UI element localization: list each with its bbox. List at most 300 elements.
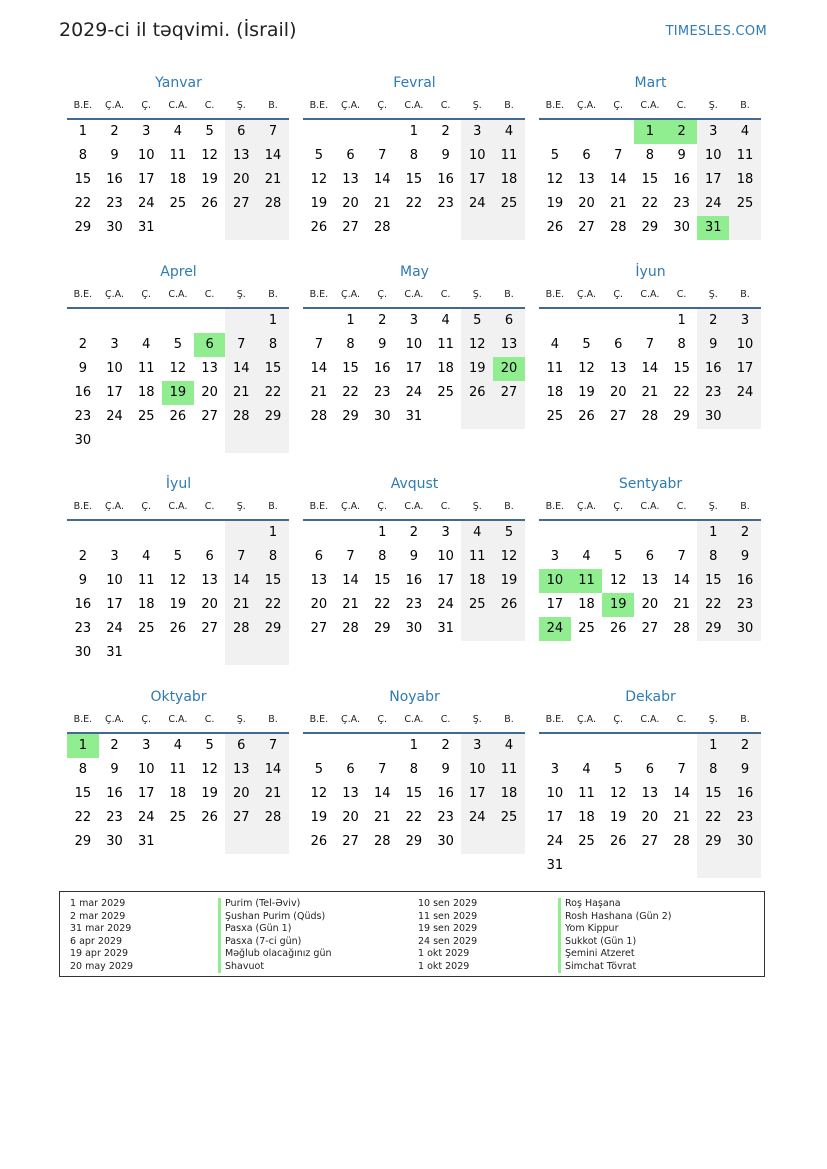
empty-cell	[634, 309, 666, 333]
day-cell: 11	[137, 573, 155, 588]
day-cell: 4	[729, 120, 761, 144]
day-cell: 29	[342, 409, 359, 424]
day-cell: 1	[78, 124, 87, 139]
day-cell: 2	[78, 549, 87, 564]
empty-cell	[571, 734, 603, 758]
empty-cell	[666, 734, 698, 758]
day-cell: 3	[441, 525, 450, 540]
empty-cell	[571, 521, 603, 545]
holiday-day: 31	[697, 216, 729, 240]
day-cell: 28	[257, 806, 289, 830]
day-cell: 5	[550, 148, 559, 163]
weekday-label: Ç.	[377, 714, 388, 725]
day-cell: 23	[729, 806, 761, 830]
day-cell: 30	[74, 645, 92, 660]
day-cell: 26	[546, 220, 564, 235]
day-grid	[539, 734, 761, 878]
day-cell: 25	[137, 409, 155, 424]
empty-cell	[130, 309, 162, 333]
day-cell: 25	[578, 834, 595, 849]
legend-date: 19 sen 2029	[418, 923, 478, 934]
weekday-label: Ç.A.	[341, 100, 361, 111]
day-cell: 22	[673, 385, 690, 400]
weekday-header	[67, 94, 289, 120]
weekday-label: C.A.	[640, 100, 660, 111]
day-cell: 23	[673, 196, 690, 211]
day-cell: 10	[461, 758, 493, 782]
day-cell: 19	[201, 172, 218, 187]
day-cell: 15	[74, 786, 92, 801]
day-cell: 15	[697, 782, 729, 806]
day-cell: 24	[137, 810, 155, 825]
day-cell: 26	[493, 593, 525, 617]
holiday-day: 19	[602, 593, 634, 617]
day-cell: 7	[614, 148, 623, 163]
legend-holiday-name: Shavuot	[218, 961, 332, 974]
day-cell: 4	[493, 734, 525, 758]
day-cell: 25	[493, 806, 525, 830]
weekday-label: Ş.	[708, 714, 718, 725]
day-cell: 15	[641, 172, 659, 187]
day-cell: 21	[257, 168, 289, 192]
empty-cell	[257, 830, 289, 854]
day-cell: 10	[437, 549, 454, 564]
day-cell: 23	[74, 409, 92, 424]
day-cell: 24	[461, 192, 493, 216]
empty-cell	[335, 734, 367, 758]
month-name: Oktyabr	[150, 689, 207, 705]
empty-cell	[257, 216, 289, 240]
weekday-label: Ş.	[236, 100, 246, 111]
month-block	[303, 261, 525, 429]
weekday-label: B.E.	[545, 289, 565, 300]
day-cell: 14	[373, 786, 391, 801]
day-cell: 8	[697, 545, 729, 569]
day-cell: 23	[405, 597, 423, 612]
weekday-label: Ç.A.	[105, 501, 125, 512]
day-cell: 28	[373, 220, 391, 235]
day-cell: 20	[641, 810, 659, 825]
day-cell: 6	[314, 549, 323, 564]
day-cell: 28	[342, 621, 359, 636]
day-cell: 31	[437, 621, 454, 636]
empty-cell	[634, 521, 666, 545]
day-cell: 3	[729, 309, 761, 333]
legend-date: 20 may 2029	[70, 960, 134, 972]
day-cell: 30	[673, 220, 690, 235]
empty-cell	[571, 120, 603, 144]
day-cell: 25	[169, 810, 187, 825]
day-cell: 4	[582, 762, 591, 777]
legend-dates-left	[70, 898, 133, 973]
weekday-label: B.E.	[545, 714, 565, 725]
day-cell: 24	[405, 385, 423, 400]
empty-cell	[194, 216, 226, 240]
day-cell: 21	[673, 810, 690, 825]
legend-date: 1 okt 2029	[418, 960, 470, 972]
legend-date: 10 sen 2029	[418, 898, 478, 909]
day-cell: 6	[346, 148, 355, 163]
day-cell: 3	[110, 337, 119, 352]
day-cell: 24	[106, 621, 123, 636]
day-cell: 19	[546, 196, 564, 211]
weekday-label: B.	[740, 501, 750, 512]
day-cell: 12	[201, 762, 218, 777]
weekday-header	[539, 94, 761, 120]
day-cell: 28	[609, 220, 627, 235]
empty-cell	[225, 830, 257, 854]
empty-cell	[634, 854, 666, 878]
day-grid	[67, 734, 289, 854]
day-cell: 9	[110, 762, 119, 777]
day-cell: 13	[310, 573, 328, 588]
day-cell: 27	[225, 192, 257, 216]
day-cell: 15	[405, 172, 423, 187]
brand-logo[interactable]: TIMESLES.COM	[665, 24, 767, 39]
day-cell: 11	[729, 144, 761, 168]
day-cell: 16	[437, 172, 454, 187]
day-cell: 18	[546, 385, 564, 400]
weekday-header	[539, 283, 761, 309]
empty-cell	[162, 830, 194, 854]
day-cell: 3	[461, 120, 493, 144]
weekday-label: Ş.	[236, 501, 246, 512]
legend-holiday-name: Purim (Tel-Əviv)	[218, 898, 332, 911]
day-cell: 14	[609, 172, 627, 187]
weekday-header	[303, 495, 525, 521]
legend-names-right	[558, 898, 671, 973]
month-name: Fevral	[393, 75, 436, 91]
day-cell: 9	[441, 148, 450, 163]
day-cell: 28	[225, 405, 257, 429]
weekday-label: Ş.	[472, 100, 482, 111]
day-cell: 17	[461, 168, 493, 192]
day-cell: 4	[441, 313, 450, 328]
day-cell: 23	[437, 810, 454, 825]
day-cell: 22	[74, 810, 92, 825]
holiday-legend	[59, 891, 765, 977]
day-cell: 28	[373, 834, 391, 849]
day-cell: 23	[697, 381, 729, 405]
day-cell: 8	[409, 762, 419, 777]
weekday-label: C.	[676, 714, 687, 725]
day-cell: 11	[437, 337, 454, 352]
empty-cell	[461, 617, 493, 641]
weekday-label: B.	[504, 100, 514, 111]
empty-cell	[493, 216, 525, 240]
day-cell: 8	[645, 148, 655, 163]
day-cell: 30	[437, 834, 454, 849]
day-cell: 26	[201, 810, 218, 825]
day-cell: 13	[342, 786, 359, 801]
day-cell: 21	[373, 810, 391, 825]
day-cell: 16	[106, 172, 123, 187]
empty-cell	[461, 830, 493, 854]
day-cell: 14	[225, 569, 257, 593]
empty-cell	[303, 734, 335, 758]
day-cell: 24	[461, 806, 493, 830]
day-cell: 4	[142, 549, 151, 564]
day-cell: 28	[310, 409, 328, 424]
day-cell: 3	[409, 313, 419, 328]
day-cell: 2	[378, 313, 387, 328]
day-cell: 27	[609, 409, 627, 424]
day-cell: 8	[697, 758, 729, 782]
holiday-day: 6	[194, 333, 226, 357]
weekday-label: Ç.	[613, 289, 624, 300]
day-cell: 13	[342, 172, 359, 187]
day-cell: 18	[169, 786, 187, 801]
weekday-label: Ç.	[377, 501, 388, 512]
day-cell: 18	[461, 569, 493, 593]
month-name: Sentyabr	[618, 476, 683, 492]
day-cell: 6	[493, 309, 525, 333]
weekday-label: Ç.	[613, 501, 624, 512]
day-cell: 21	[225, 381, 257, 405]
day-cell: 24	[437, 597, 454, 612]
empty-cell	[539, 521, 571, 545]
weekday-label: Ç.	[141, 501, 152, 512]
legend-names-left	[218, 898, 332, 973]
day-cell: 26	[578, 409, 595, 424]
day-cell: 20	[201, 385, 218, 400]
day-cell: 2	[110, 738, 119, 753]
day-cell: 4	[173, 738, 183, 753]
day-cell: 26	[169, 409, 187, 424]
day-cell: 29	[697, 830, 729, 854]
day-cell: 14	[641, 361, 659, 376]
month-name: Dekabr	[625, 689, 676, 705]
day-cell: 5	[205, 124, 214, 139]
day-cell: 12	[201, 148, 218, 163]
day-cell: 12	[609, 786, 627, 801]
legend-holiday-name: Məğlub olacağınız gün	[218, 948, 332, 961]
day-cell: 19	[201, 786, 218, 801]
day-cell: 4	[461, 521, 493, 545]
day-cell: 18	[169, 172, 187, 187]
weekday-label: B.	[504, 289, 514, 300]
day-cell: 16	[74, 597, 92, 612]
day-cell: 31	[137, 834, 155, 849]
day-cell: 22	[405, 810, 423, 825]
weekday-label: Ç.	[141, 100, 152, 111]
day-cell: 4	[493, 120, 525, 144]
weekday-label: B.E.	[545, 100, 565, 111]
day-cell: 13	[493, 333, 525, 357]
day-cell: 15	[673, 361, 690, 376]
empty-cell	[602, 521, 634, 545]
empty-cell	[430, 216, 462, 240]
holiday-day: 11	[571, 569, 603, 593]
day-cell: 6	[614, 337, 623, 352]
weekday-label: C.A.	[168, 714, 188, 725]
day-cell: 9	[729, 545, 761, 569]
holiday-day: 24	[539, 617, 571, 641]
day-cell: 19	[578, 385, 595, 400]
weekday-label: Ş.	[472, 501, 482, 512]
day-cell: 5	[582, 337, 591, 352]
day-cell: 5	[614, 549, 623, 564]
day-cell: 10	[461, 144, 493, 168]
weekday-label: Ç.A.	[105, 100, 125, 111]
day-cell: 17	[106, 385, 123, 400]
legend-date: 19 apr 2029	[70, 948, 129, 959]
empty-cell	[130, 521, 162, 545]
day-cell: 19	[169, 597, 187, 612]
day-cell: 11	[578, 786, 595, 801]
day-cell: 25	[461, 593, 493, 617]
day-cell: 1	[409, 124, 419, 139]
weekday-label: B.E.	[545, 501, 565, 512]
weekday-header	[67, 283, 289, 309]
day-cell: 14	[673, 786, 690, 801]
day-cell: 2	[409, 525, 419, 540]
day-cell: 1	[697, 521, 729, 545]
day-cell: 23	[437, 196, 454, 211]
day-cell: 20	[641, 597, 659, 612]
day-cell: 2	[110, 124, 119, 139]
empty-cell	[257, 641, 289, 665]
day-cell: 6	[346, 762, 355, 777]
weekday-header	[67, 708, 289, 734]
day-cell: 29	[74, 220, 92, 235]
weekday-label: Ç.A.	[341, 501, 361, 512]
day-cell: 23	[373, 385, 391, 400]
day-cell: 15	[373, 573, 391, 588]
weekday-label: Ş.	[708, 501, 718, 512]
day-cell: 21	[641, 385, 659, 400]
day-cell: 13	[641, 786, 659, 801]
legend-holiday-name: Roş Haşana	[558, 898, 671, 911]
legend-dates-right	[418, 898, 477, 973]
day-cell: 30	[106, 834, 123, 849]
month-name: Avqust	[390, 476, 439, 492]
day-cell: 7	[314, 337, 323, 352]
weekday-label: Ç.	[141, 714, 152, 725]
empty-cell	[571, 309, 603, 333]
day-cell: 22	[697, 806, 729, 830]
weekday-header	[539, 708, 761, 734]
day-cell: 10	[137, 762, 155, 777]
day-cell: 9	[409, 549, 419, 564]
day-cell: 12	[310, 172, 328, 187]
day-cell: 13	[225, 758, 257, 782]
empty-cell	[539, 734, 571, 758]
day-cell: 1	[697, 734, 729, 758]
empty-cell	[225, 429, 257, 453]
day-cell: 7	[677, 762, 686, 777]
month-block	[303, 473, 525, 641]
day-cell: 15	[342, 361, 359, 376]
day-cell: 9	[110, 148, 119, 163]
day-cell: 30	[405, 621, 423, 636]
day-grid	[67, 120, 289, 240]
month-block	[539, 473, 761, 641]
day-cell: 12	[169, 361, 187, 376]
day-cell: 11	[493, 758, 525, 782]
month-block	[67, 72, 289, 240]
day-cell: 22	[74, 196, 92, 211]
day-cell: 29	[641, 220, 659, 235]
empty-cell	[194, 830, 226, 854]
weekday-label: Ç.A.	[577, 100, 597, 111]
day-cell: 31	[546, 858, 564, 873]
holiday-day: 1	[67, 734, 99, 758]
empty-cell	[335, 120, 367, 144]
empty-cell	[571, 854, 603, 878]
day-cell: 26	[201, 196, 218, 211]
weekday-label: B.	[740, 100, 750, 111]
day-cell: 6	[582, 148, 591, 163]
day-cell: 22	[405, 196, 423, 211]
day-cell: 17	[546, 597, 564, 612]
weekday-label: B.	[740, 714, 750, 725]
empty-cell	[257, 429, 289, 453]
day-cell: 19	[609, 810, 627, 825]
day-cell: 12	[310, 786, 328, 801]
day-cell: 1	[257, 309, 289, 333]
weekday-label: Ç.	[613, 714, 624, 725]
month-block	[67, 261, 289, 453]
month-name: Aprel	[160, 264, 197, 280]
day-cell: 21	[257, 782, 289, 806]
day-cell: 17	[437, 573, 454, 588]
day-cell: 8	[409, 148, 419, 163]
empty-cell	[162, 641, 194, 665]
legend-holiday-name: Sukkot (Gün 1)	[558, 936, 671, 949]
day-cell: 26	[609, 621, 627, 636]
legend-date: 6 apr 2029	[70, 935, 123, 947]
day-cell: 1	[409, 738, 419, 753]
weekday-label: C.	[440, 501, 451, 512]
day-cell: 10	[106, 361, 123, 376]
day-cell: 20	[578, 196, 595, 211]
day-cell: 19	[310, 196, 328, 211]
day-cell: 20	[609, 385, 627, 400]
weekday-label: B.	[268, 714, 278, 725]
day-cell: 13	[225, 144, 257, 168]
empty-cell	[539, 120, 571, 144]
day-cell: 29	[257, 405, 289, 429]
day-cell: 18	[578, 810, 595, 825]
month-block	[67, 473, 289, 665]
day-cell: 29	[673, 409, 690, 424]
weekday-label: B.E.	[309, 100, 329, 111]
page-title: 2029-ci il təqvimi. (İsrail)	[59, 19, 297, 41]
day-cell: 25	[578, 621, 595, 636]
weekday-label: B.	[504, 714, 514, 725]
day-cell: 5	[173, 549, 183, 564]
weekday-label: B.	[268, 100, 278, 111]
day-cell: 16	[437, 786, 454, 801]
day-grid	[67, 309, 289, 453]
weekday-label: C.	[204, 714, 215, 725]
day-cell: 28	[673, 621, 690, 636]
holiday-day: 2	[666, 120, 698, 144]
day-cell: 22	[257, 381, 289, 405]
day-cell: 9	[78, 573, 87, 588]
empty-cell	[225, 309, 257, 333]
day-cell: 7	[257, 734, 289, 758]
day-cell: 27	[201, 409, 218, 424]
day-cell: 26	[609, 834, 627, 849]
day-cell: 24	[106, 409, 123, 424]
day-cell: 2	[441, 124, 450, 139]
month-block	[539, 72, 761, 240]
empty-cell	[303, 521, 335, 545]
day-cell: 26	[461, 381, 493, 405]
weekday-label: B.	[740, 289, 750, 300]
